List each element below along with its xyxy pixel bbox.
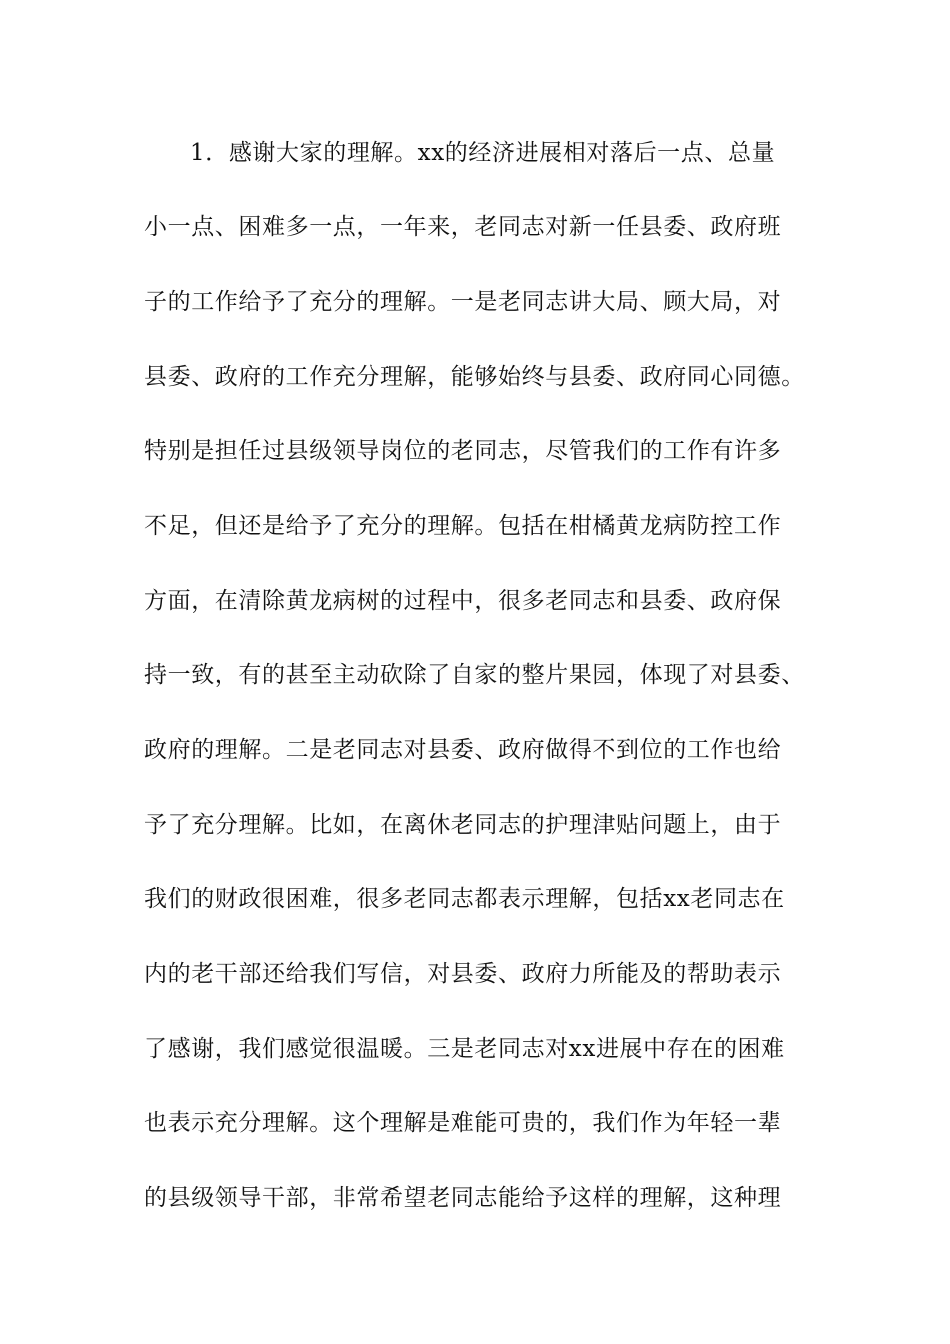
paragraph-line-1: 1．感谢大家的理解。xx的经济进展相对落后一点、总量 xyxy=(190,140,776,166)
paragraph-line-15: 的县级领导干部，非常希望老同志能给予这样的理解，这种理 xyxy=(144,1185,782,1211)
paragraph-line-11: 我们的财政很困难，很多老同志都表示理解，包括xx老同志在 xyxy=(144,886,785,912)
paragraph-line-12: 内的老干部还给我们写信，对县委、政府力所能及的帮助表示 xyxy=(144,961,782,987)
paragraph-line-4: 县委、政府的工作充分理解，能够始终与县委、政府同心同德。 xyxy=(144,364,805,390)
paragraph-line-14: 也表示充分理解。这个理解是难能可贵的，我们作为年轻一辈 xyxy=(144,1110,782,1136)
paragraph-line-6: 不足，但还是给予了充分的理解。包括在柑橘黄龙病防控工作 xyxy=(144,513,782,539)
paragraph-line-2: 小一点、困难多一点，一年来，老同志对新一任县委、政府班 xyxy=(144,214,782,240)
paragraph-line-7: 方面，在清除黄龙病树的过程中，很多老同志和县委、政府保 xyxy=(144,588,782,614)
paragraph-line-5: 特别是担任过县级领导岗位的老同志，尽管我们的工作有许多 xyxy=(144,438,782,464)
paragraph-line-13: 了感谢，我们感觉很温暖。三是老同志对xx进展中存在的困难 xyxy=(144,1036,785,1062)
paragraph-line-10: 予了充分理解。比如，在离休老同志的护理津贴问题上，由于 xyxy=(144,812,782,838)
paragraph-line-8: 持一致，有的甚至主动砍除了自家的整片果园，体现了对县委、 xyxy=(144,662,805,688)
paragraph-line-3: 子的工作给予了充分的理解。一是老同志讲大局、顾大局，对 xyxy=(144,289,782,315)
paragraph-line-9: 政府的理解。二是老同志对县委、政府做得不到位的工作也给 xyxy=(144,737,782,763)
